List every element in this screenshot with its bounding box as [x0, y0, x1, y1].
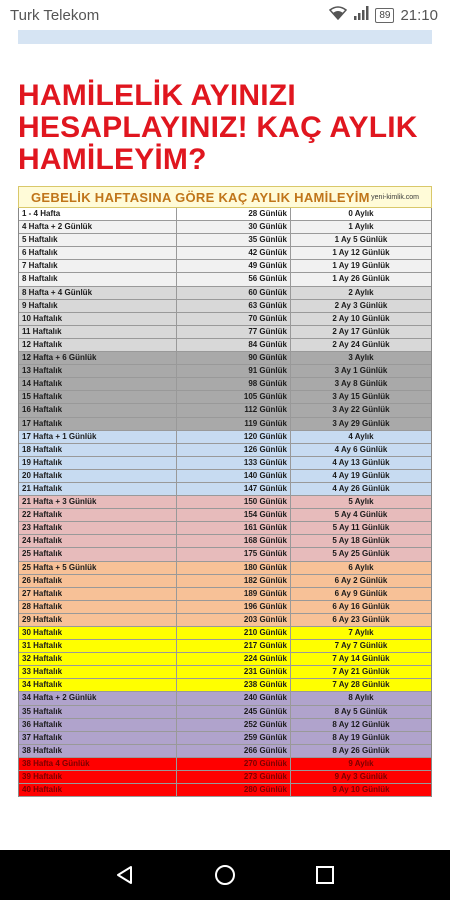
week-cell: 4 Hafta + 2 Günlük — [19, 221, 177, 233]
months-cell: 8 Aylık — [348, 693, 374, 703]
recents-icon[interactable] — [312, 862, 338, 888]
week-cell: 9 Haftalık — [19, 300, 177, 312]
months-cell: 5 Aylık — [348, 497, 374, 507]
months-cell: 8 Ay 12 Günlük — [332, 719, 390, 729]
days-cell: 35 Günlük — [177, 234, 291, 246]
months-cell: 2 Ay 10 Günlük — [332, 313, 390, 323]
week-cell: 28 Haftalık — [19, 601, 177, 613]
months-cell: 6 Aylık — [348, 562, 374, 572]
months-cell: 5 Ay 4 Günlük — [334, 510, 388, 520]
table-body — [18, 208, 432, 797]
table-row — [19, 273, 431, 286]
table-title: GEBELİK HAFTASINA GÖRE KAÇ AYLIK HAMİLEYİM — [31, 190, 370, 205]
days-cell: 70 Günlük — [177, 313, 291, 325]
table-row — [19, 692, 431, 705]
days-cell: 231 Günlük — [177, 666, 291, 678]
table-row — [19, 457, 431, 470]
week-cell: 12 Hafta + 6 Günlük — [19, 352, 177, 364]
week-cell: 13 Haftalık — [19, 365, 177, 377]
headline-line-2: HESAPLAYINIZ! KAÇ AYLIK — [18, 111, 418, 144]
table-row — [19, 706, 431, 719]
table-row — [19, 208, 431, 221]
months-cell: 6 Ay 23 Günlük — [332, 614, 390, 624]
week-cell: 40 Haftalık — [19, 784, 177, 796]
days-cell: 56 Günlük — [177, 273, 291, 285]
table-row — [19, 627, 431, 640]
days-cell: 203 Günlük — [177, 614, 291, 626]
months-cell: 3 Ay 8 Günlük — [334, 379, 388, 389]
table-row — [19, 771, 431, 784]
week-cell: 33 Haftalık — [19, 666, 177, 678]
week-cell: 36 Haftalık — [19, 719, 177, 731]
week-cell: 38 Haftalık — [19, 745, 177, 757]
image-top-strip — [18, 30, 432, 44]
days-cell: 63 Günlük — [177, 300, 291, 312]
week-cell: 22 Haftalık — [19, 509, 177, 521]
days-cell: 245 Günlük — [177, 706, 291, 718]
table-row — [19, 509, 431, 522]
table-row — [19, 391, 431, 404]
months-cell: 2 Ay 3 Günlük — [334, 300, 388, 310]
days-cell: 77 Günlük — [177, 326, 291, 338]
days-cell: 189 Günlük — [177, 588, 291, 600]
table-row — [19, 640, 431, 653]
months-cell: 1 Ay 26 Günlük — [332, 274, 390, 284]
days-cell: 49 Günlük — [177, 260, 291, 272]
months-cell: 1 Ay 5 Günlük — [334, 235, 388, 245]
week-cell: 31 Haftalık — [19, 640, 177, 652]
days-cell: 30 Günlük — [177, 221, 291, 233]
table-row — [19, 234, 431, 247]
table-title-bar — [18, 186, 432, 208]
table-row — [19, 431, 431, 444]
months-cell: 3 Ay 22 Günlük — [332, 405, 390, 415]
week-cell: 21 Haftalık — [19, 483, 177, 495]
months-cell: 2 Ay 17 Günlük — [332, 326, 390, 336]
days-cell: 60 Günlük — [177, 287, 291, 299]
week-cell: 12 Haftalık — [19, 339, 177, 351]
week-cell: 24 Haftalık — [19, 535, 177, 547]
days-cell: 161 Günlük — [177, 522, 291, 534]
table-row — [19, 758, 431, 771]
days-cell: 240 Günlük — [177, 692, 291, 704]
months-cell: 1 Aylık — [348, 222, 374, 232]
table-row — [19, 247, 431, 260]
week-cell: 18 Haftalık — [19, 444, 177, 456]
week-cell: 7 Haftalık — [19, 260, 177, 272]
days-cell: 273 Günlük — [177, 771, 291, 783]
clock: 21:10 — [400, 6, 438, 24]
week-cell: 8 Hafta + 4 Günlük — [19, 287, 177, 299]
months-cell: 8 Ay 19 Günlük — [332, 732, 390, 742]
week-cell: 1 - 4 Hafta — [19, 208, 177, 220]
table-row — [19, 548, 431, 561]
days-cell: 154 Günlük — [177, 509, 291, 521]
week-cell: 25 Hafta + 5 Günlük — [19, 562, 177, 574]
back-icon[interactable] — [112, 862, 138, 888]
table-row — [19, 562, 431, 575]
week-cell: 38 Hafta 4 Günlük — [19, 758, 177, 770]
status-icons — [329, 6, 438, 24]
week-cell: 29 Haftalık — [19, 614, 177, 626]
week-cell: 11 Haftalık — [19, 326, 177, 338]
table-row — [19, 352, 431, 365]
table-row — [19, 313, 431, 326]
table-row — [19, 326, 431, 339]
days-cell: 119 Günlük — [177, 418, 291, 430]
days-cell: 252 Günlük — [177, 719, 291, 731]
days-cell: 270 Günlük — [177, 758, 291, 770]
months-cell: 7 Ay 7 Günlük — [334, 641, 388, 651]
week-cell: 26 Haftalık — [19, 575, 177, 587]
months-cell: 9 Ay 3 Günlük — [334, 772, 388, 782]
months-cell: 4 Ay 26 Günlük — [332, 483, 390, 493]
months-cell: 3 Ay 15 Günlük — [332, 392, 390, 402]
days-cell: 266 Günlük — [177, 745, 291, 757]
week-cell: 34 Haftalık — [19, 679, 177, 691]
days-cell: 182 Günlük — [177, 575, 291, 587]
days-cell: 105 Günlük — [177, 391, 291, 403]
days-cell: 259 Günlük — [177, 732, 291, 744]
week-cell: 39 Haftalık — [19, 771, 177, 783]
months-cell: 9 Aylık — [348, 758, 374, 768]
days-cell: 196 Günlük — [177, 601, 291, 613]
table-row — [19, 614, 431, 627]
months-cell: 8 Ay 5 Günlük — [334, 706, 388, 716]
months-cell: 8 Ay 26 Günlük — [332, 745, 390, 755]
days-cell: 238 Günlük — [177, 679, 291, 691]
table-row — [19, 496, 431, 509]
table-row — [19, 221, 431, 234]
week-cell: 17 Haftalık — [19, 418, 177, 430]
table-row — [19, 378, 431, 391]
signal-icon — [353, 6, 369, 24]
battery-icon: 89 — [375, 8, 394, 23]
days-cell: 150 Günlük — [177, 496, 291, 508]
week-cell: 8 Haftalık — [19, 273, 177, 285]
days-cell: 147 Günlük — [177, 483, 291, 495]
days-cell: 112 Günlük — [177, 404, 291, 416]
week-cell: 17 Hafta + 1 Günlük — [19, 431, 177, 443]
table-row — [19, 653, 431, 666]
week-cell: 15 Haftalık — [19, 391, 177, 403]
months-cell: 3 Ay 1 Günlük — [334, 366, 388, 376]
table-row — [19, 365, 431, 378]
week-cell: 5 Haftalık — [19, 234, 177, 246]
days-cell: 280 Günlük — [177, 784, 291, 796]
table-row — [19, 483, 431, 496]
table-row — [19, 601, 431, 614]
table-row — [19, 679, 431, 692]
days-cell: 168 Günlük — [177, 535, 291, 547]
days-cell: 175 Günlük — [177, 548, 291, 560]
months-cell: 4 Ay 19 Günlük — [332, 470, 390, 480]
android-nav-bar — [0, 850, 450, 900]
week-cell: 30 Haftalık — [19, 627, 177, 639]
table-row — [19, 588, 431, 601]
days-cell: 120 Günlük — [177, 431, 291, 443]
week-cell: 19 Haftalık — [19, 457, 177, 469]
week-cell: 14 Haftalık — [19, 378, 177, 390]
week-cell: 10 Haftalık — [19, 313, 177, 325]
home-icon[interactable] — [212, 862, 238, 888]
table-row — [19, 666, 431, 679]
table-row — [19, 339, 431, 352]
headline-line-1: HAMİLELİK AYINIZI — [18, 79, 296, 112]
days-cell: 133 Günlük — [177, 457, 291, 469]
table-row — [19, 444, 431, 457]
pregnancy-table — [18, 186, 432, 797]
months-cell: 5 Ay 11 Günlük — [332, 523, 390, 533]
days-cell: 98 Günlük — [177, 378, 291, 390]
table-row — [19, 784, 431, 797]
week-cell: 6 Haftalık — [19, 247, 177, 259]
days-cell: 42 Günlük — [177, 247, 291, 259]
months-cell: 0 Aylık — [348, 209, 374, 218]
days-cell: 84 Günlük — [177, 339, 291, 351]
days-cell: 217 Günlük — [177, 640, 291, 652]
table-row — [19, 287, 431, 300]
week-cell: 21 Hafta + 3 Günlük — [19, 496, 177, 508]
days-cell: 28 Günlük — [177, 208, 291, 220]
months-cell: 3 Ay 29 Günlük — [332, 418, 390, 428]
months-cell: 5 Ay 18 Günlük — [332, 536, 390, 546]
wifi-icon — [329, 6, 347, 24]
week-cell: 27 Haftalık — [19, 588, 177, 600]
week-cell: 32 Haftalık — [19, 653, 177, 665]
months-cell: 7 Ay 14 Günlük — [332, 654, 390, 664]
table-row — [19, 418, 431, 431]
carrier-name: Turk Telekom — [10, 7, 100, 24]
week-cell: 20 Haftalık — [19, 470, 177, 482]
watermark: yeni-kimlik.com — [371, 194, 419, 201]
table-row — [19, 470, 431, 483]
months-cell: 2 Aylık — [348, 287, 374, 297]
week-cell: 37 Haftalık — [19, 732, 177, 744]
days-cell: 90 Günlük — [177, 352, 291, 364]
days-cell: 224 Günlük — [177, 653, 291, 665]
table-row — [19, 404, 431, 417]
months-cell: 4 Ay 13 Günlük — [332, 457, 390, 467]
months-cell: 1 Ay 19 Günlük — [332, 261, 390, 271]
months-cell: 1 Ay 12 Günlük — [332, 248, 390, 258]
months-cell: 2 Ay 24 Günlük — [332, 339, 390, 349]
page-headline — [18, 80, 438, 176]
days-cell: 126 Günlük — [177, 444, 291, 456]
months-cell: 7 Ay 21 Günlük — [332, 667, 390, 677]
week-cell: 23 Haftalık — [19, 522, 177, 534]
months-cell: 6 Ay 16 Günlük — [332, 601, 390, 611]
months-cell: 7 Aylık — [348, 628, 374, 637]
table-row — [19, 719, 431, 732]
week-cell: 25 Haftalık — [19, 548, 177, 560]
months-cell: 4 Aylık — [348, 431, 374, 441]
table-row — [19, 260, 431, 273]
months-cell: 7 Ay 28 Günlük — [332, 680, 390, 690]
status-bar — [0, 0, 450, 32]
months-cell: 5 Ay 25 Günlük — [332, 549, 390, 559]
table-row — [19, 732, 431, 745]
headline-line-3: HAMİLEYİM? — [18, 143, 207, 176]
days-cell: 140 Günlük — [177, 470, 291, 482]
week-cell: 16 Haftalık — [19, 404, 177, 416]
table-row — [19, 522, 431, 535]
week-cell: 34 Hafta + 2 Günlük — [19, 692, 177, 704]
months-cell: 3 Aylık — [348, 353, 374, 363]
table-row — [19, 535, 431, 548]
table-row — [19, 745, 431, 758]
table-row — [19, 575, 431, 588]
months-cell: 9 Ay 10 Günlük — [332, 785, 390, 795]
days-cell: 91 Günlük — [177, 365, 291, 377]
months-cell: 6 Ay 2 Günlük — [334, 575, 388, 585]
week-cell: 35 Haftalık — [19, 706, 177, 718]
months-cell: 4 Ay 6 Günlük — [334, 444, 388, 454]
days-cell: 210 Günlük — [177, 627, 291, 639]
days-cell: 180 Günlük — [177, 562, 291, 574]
table-row — [19, 300, 431, 313]
months-cell: 6 Ay 9 Günlük — [334, 588, 388, 598]
